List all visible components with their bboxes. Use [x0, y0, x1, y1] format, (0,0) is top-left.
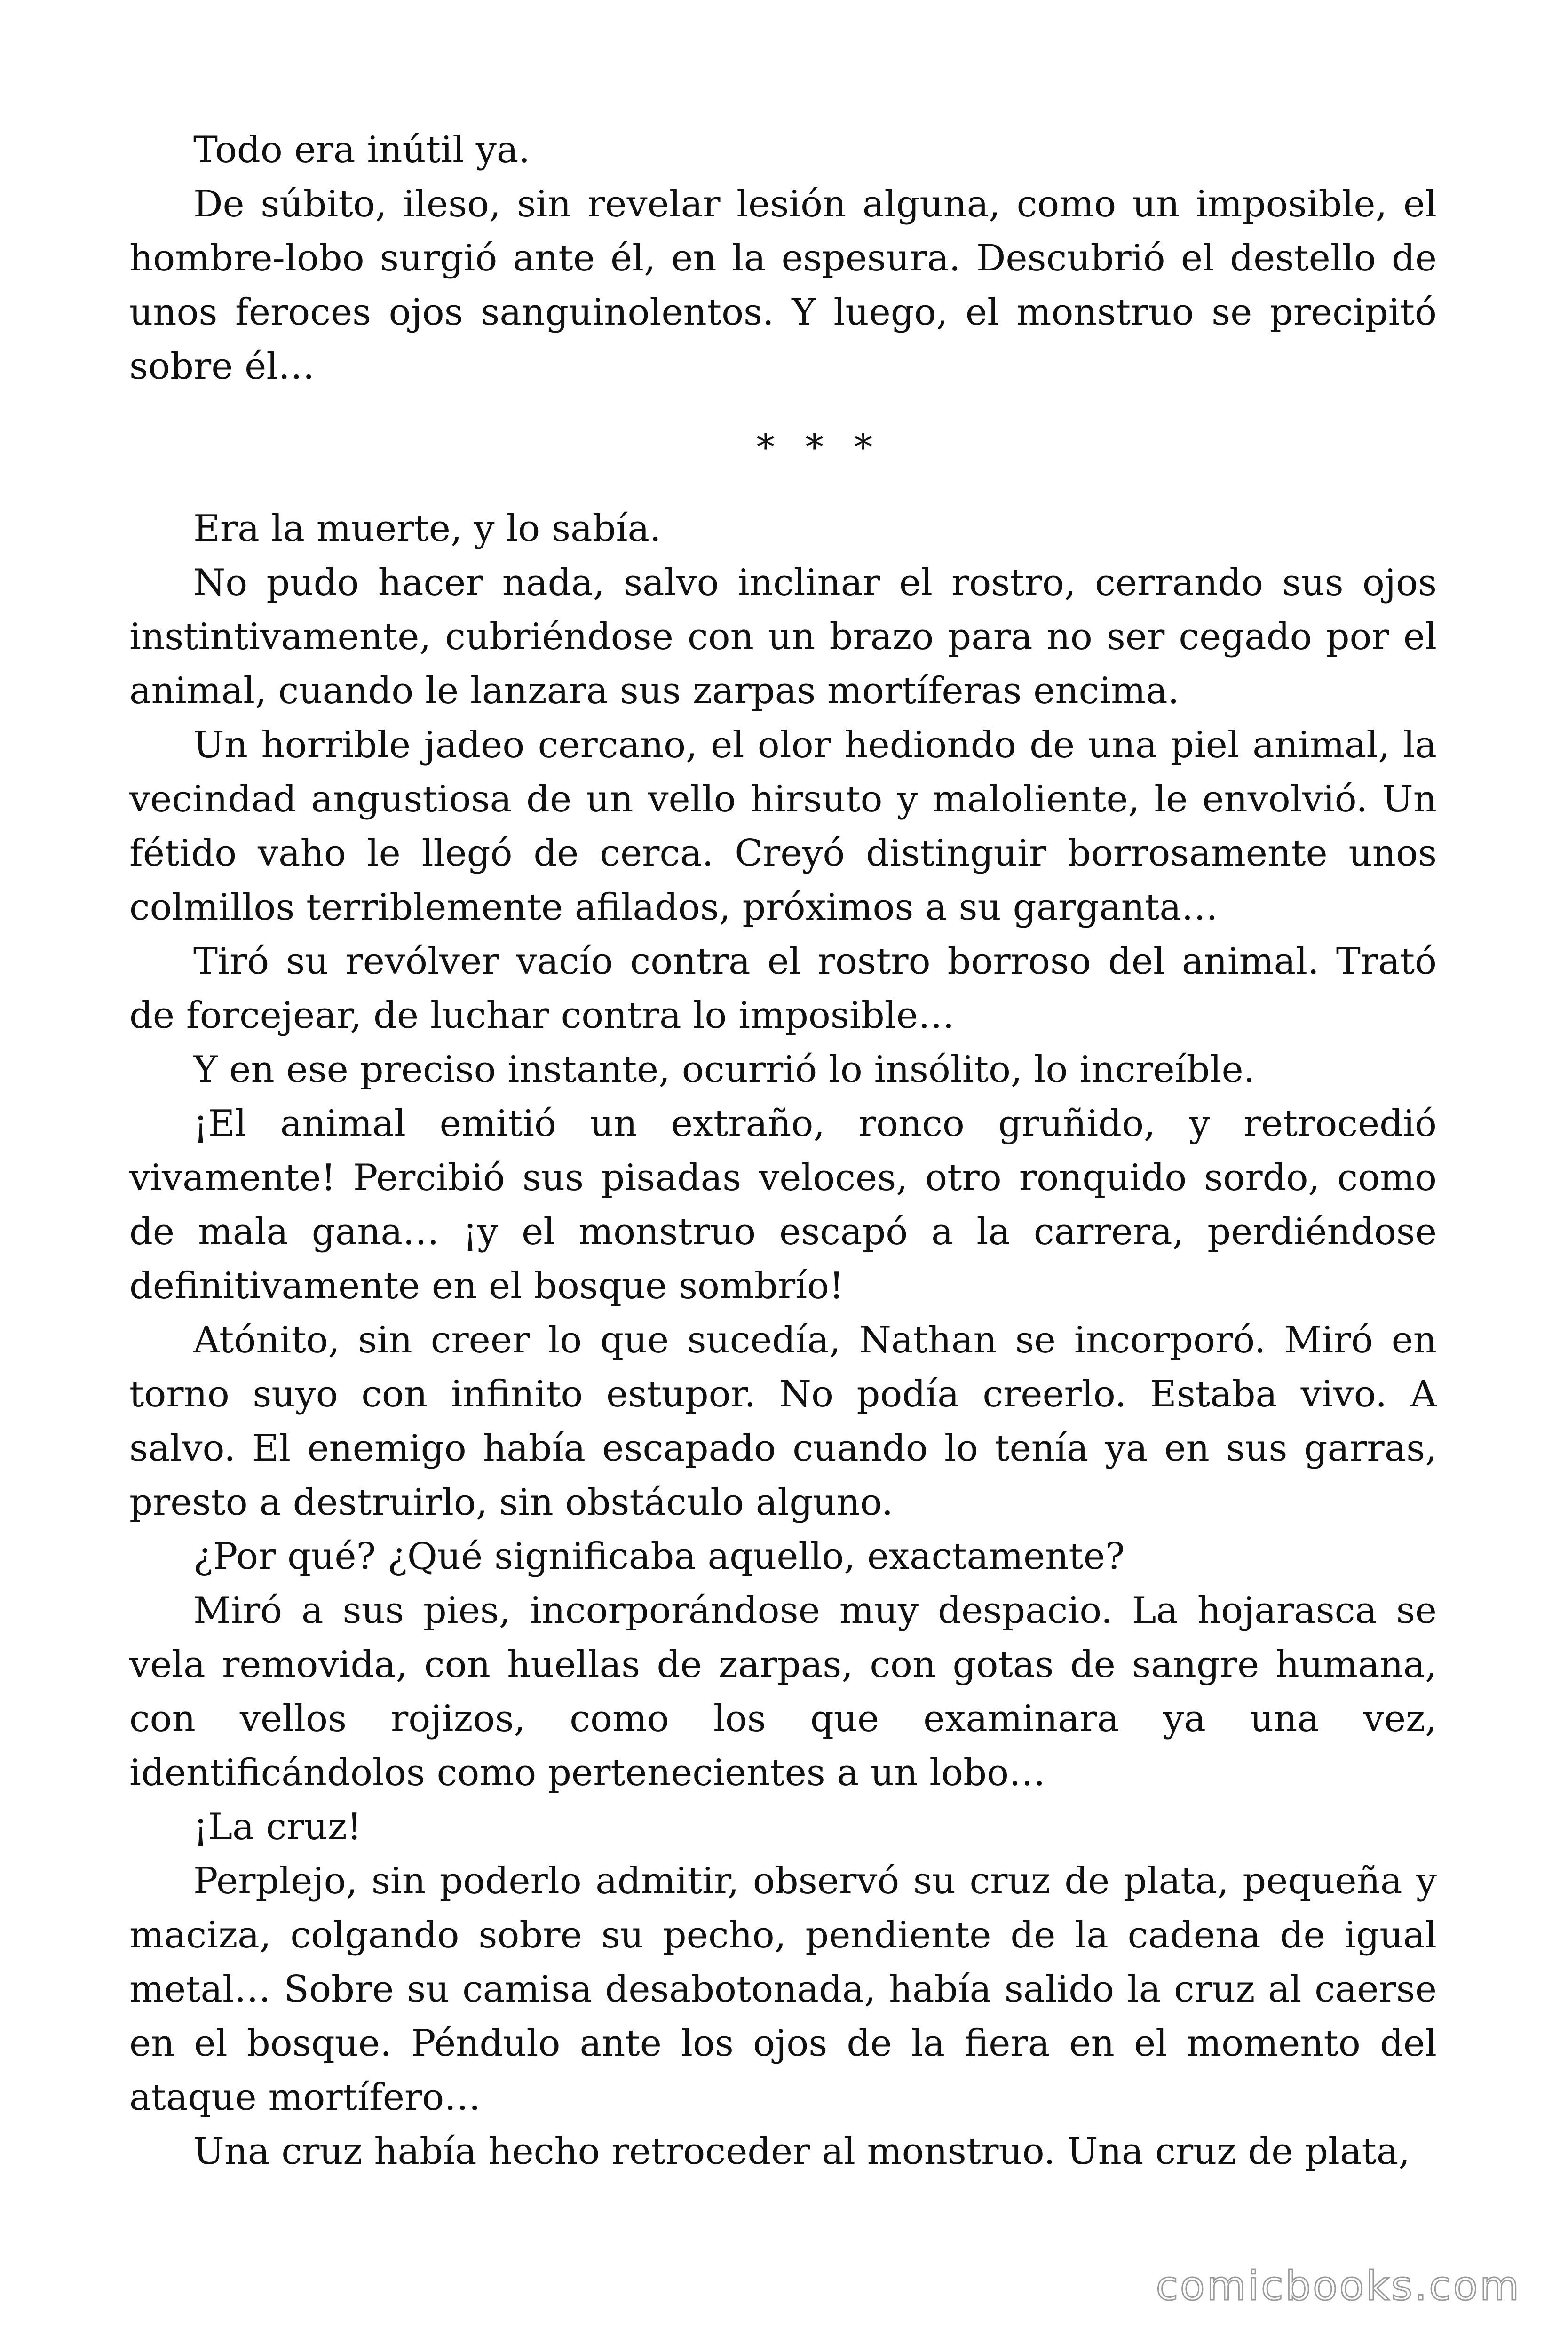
- paragraph: Era la muerte, y lo sabía.: [193, 508, 661, 550]
- paragraph: Una cruz había hecho retroceder al monstruo. Una cruz de plata,: [193, 2130, 1410, 2173]
- paragraph: Y en ese preciso instante, ocurrió lo insólito, lo increíble.: [193, 1049, 1255, 1091]
- paragraph: Tiró su revólver vacío contra el rostro borroso del animal. Trató de forcejear, de luchar contra lo imposible…: [129, 940, 1437, 1037]
- page-body: [129, 123, 1437, 2179]
- section-break: * * *: [756, 427, 882, 469]
- paragraph: Atónito, sin creer lo que sucedía, Nathan se incorporó. Miró en torno suyo con infinito estupor. No podía creerlo. Estaba vivo. A salvo. El enemigo había escapado cuando lo tenía ya en sus garras, presto a destruirlo, sin obstáculo alguno.: [129, 1319, 1437, 1524]
- paragraph: ¡La cruz!: [193, 1806, 362, 1848]
- paragraph: Miró a sus pies, incorporándose muy despacio. La hojarasca se vela removida, con huellas de zarpas, con gotas de sangre humana, con vellos rojizos, como los que examinara ya una vez, identificándolos como pertenecientes a un lobo…: [129, 1589, 1437, 1794]
- watermark: comicbooks.com: [1156, 2263, 1521, 2310]
- paragraph: ¡El animal emitió un extraño, ronco gruñido, y retrocedió vivamente! Percibió sus pisadas veloces, otro ronquido sordo, como de mala gana… ¡y el monstruo escapó a la carrera, perdiéndose definitivamente en el bosque sombrío!: [129, 1103, 1437, 1307]
- paragraph: Todo era inútil ya.: [193, 129, 531, 171]
- paragraph: No pudo hacer nada, salvo inclinar el rostro, cerrando sus ojos instintivamente, cubriéndose con un brazo para no ser cegado por el animal, cuando le lanzara sus zarpas mortíferas encima.: [129, 562, 1437, 712]
- paragraph: ¿Por qué? ¿Qué significaba aquello, exactamente?: [193, 1535, 1125, 1578]
- paragraph: De súbito, ileso, sin revelar lesión alguna, como un imposible, el hombre-lobo surgió ante él, en la espesura. Descubrió el destello de unos feroces ojos sanguinolentos. Y luego, el monstruo se precipitó sobre él…: [129, 183, 1437, 388]
- paragraph: Un horrible jadeo cercano, el olor hediondo de una piel animal, la vecindad angustiosa de un vello hirsuto y maloliente, le envolvió. Un fétido vaho le llegó de cerca. Creyó distinguir borrosamente unos colmillos terriblemente afilados, próximos a su garganta…: [129, 724, 1437, 929]
- paragraph: Perplejo, sin poderlo admitir, observó su cruz de plata, pequeña y maciza, colgando sobre su pecho, pendiente de la cadena de igual metal… Sobre su camisa desabotonada, había salido la cruz al caerse en el bosque. Péndulo ante los ojos de la fiera en el momento del ataque mortífero…: [129, 1860, 1437, 2119]
